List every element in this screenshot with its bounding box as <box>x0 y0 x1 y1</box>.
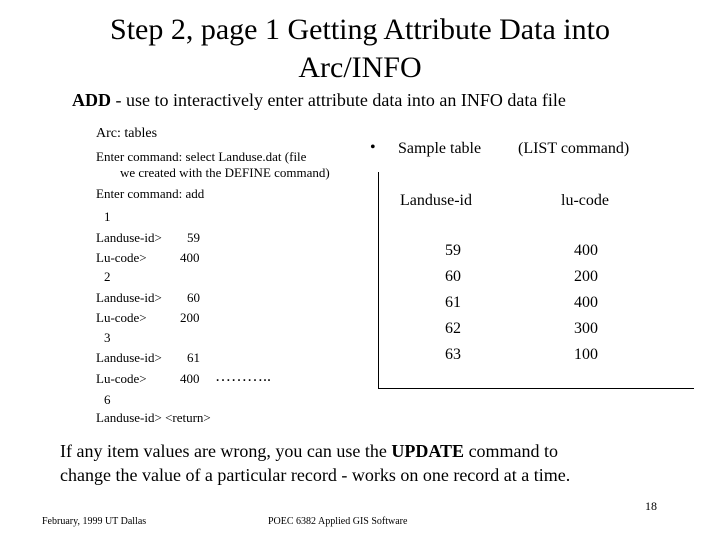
record-number-1: 1 <box>104 209 111 224</box>
update-note-text-a: If any item values are wrong, you can use the <box>60 441 392 461</box>
lucode-value-2: 200 <box>180 310 200 325</box>
record-number-2: 2 <box>104 269 111 284</box>
update-note-line-1 <box>60 439 570 463</box>
landuse-prompt-1: Landuse-id> <box>96 230 162 245</box>
landuse-prompt-3: Landuse-id> <box>96 350 162 365</box>
table-cell: 62 <box>445 320 461 337</box>
lucode-value-3: 400 <box>180 371 200 386</box>
lucode-value-1: 400 <box>180 250 200 265</box>
subtitle-text: - use to interactively enter attribute data into an INFO data file <box>111 90 566 110</box>
page-number: 18 <box>645 499 657 513</box>
return-line: Landuse-id> <return> <box>96 410 211 425</box>
subtitle-command: ADD <box>72 90 111 110</box>
record-number-6: 6 <box>104 392 111 407</box>
page-title-line-1: Step 2, page 1 Getting Attribute Data into <box>110 13 610 46</box>
table-cell: 59 <box>445 242 461 259</box>
ellipsis: ……….. <box>215 368 271 385</box>
table-cell: 400 <box>574 294 598 311</box>
page-title-line-2: Arc/INFO <box>298 51 422 84</box>
table-cell: 200 <box>574 268 598 285</box>
list-command-label: (LIST command) <box>518 140 630 157</box>
footer-center: POEC 6382 Applied GIS Software <box>268 516 408 527</box>
table-cell: 63 <box>445 346 461 363</box>
footer-left: February, 1999 UT Dallas <box>42 516 147 527</box>
update-note <box>60 439 570 487</box>
add-command: Enter command: add <box>96 186 205 201</box>
subtitle <box>72 90 566 111</box>
table-cell: 300 <box>574 320 598 337</box>
column-header-lu-code: lu-code <box>561 192 609 209</box>
lucode-prompt-3: Lu-code> <box>96 371 147 386</box>
lucode-prompt-2: Lu-code> <box>96 310 147 325</box>
table-cell: 60 <box>445 268 461 285</box>
record-number-3: 3 <box>104 330 111 345</box>
table-cell: 61 <box>445 294 461 311</box>
update-note-line-2: change the value of a particular record - works on one record at a time. <box>60 465 571 485</box>
column-header-landuse-id: Landuse-id <box>400 192 472 209</box>
table-cell: 100 <box>574 346 598 363</box>
landuse-value-2: 60 <box>187 290 200 305</box>
lucode-prompt-1: Lu-code> <box>96 250 147 265</box>
landuse-value-1: 59 <box>187 230 200 245</box>
landuse-value-3: 61 <box>187 350 200 365</box>
sample-table-label: Sample table <box>398 140 482 157</box>
select-command-continued: we created with the DEFINE command) <box>120 165 330 180</box>
update-command: UPDATE <box>391 441 465 461</box>
bullet-icon: • <box>370 139 376 156</box>
update-note-text-b: command to <box>464 441 559 461</box>
landuse-prompt-2: Landuse-id> <box>96 290 162 305</box>
select-command: Enter command: select Landuse.dat (file <box>96 149 307 164</box>
arc-prompt: Arc: tables <box>96 126 158 141</box>
table-cell: 400 <box>574 242 598 259</box>
